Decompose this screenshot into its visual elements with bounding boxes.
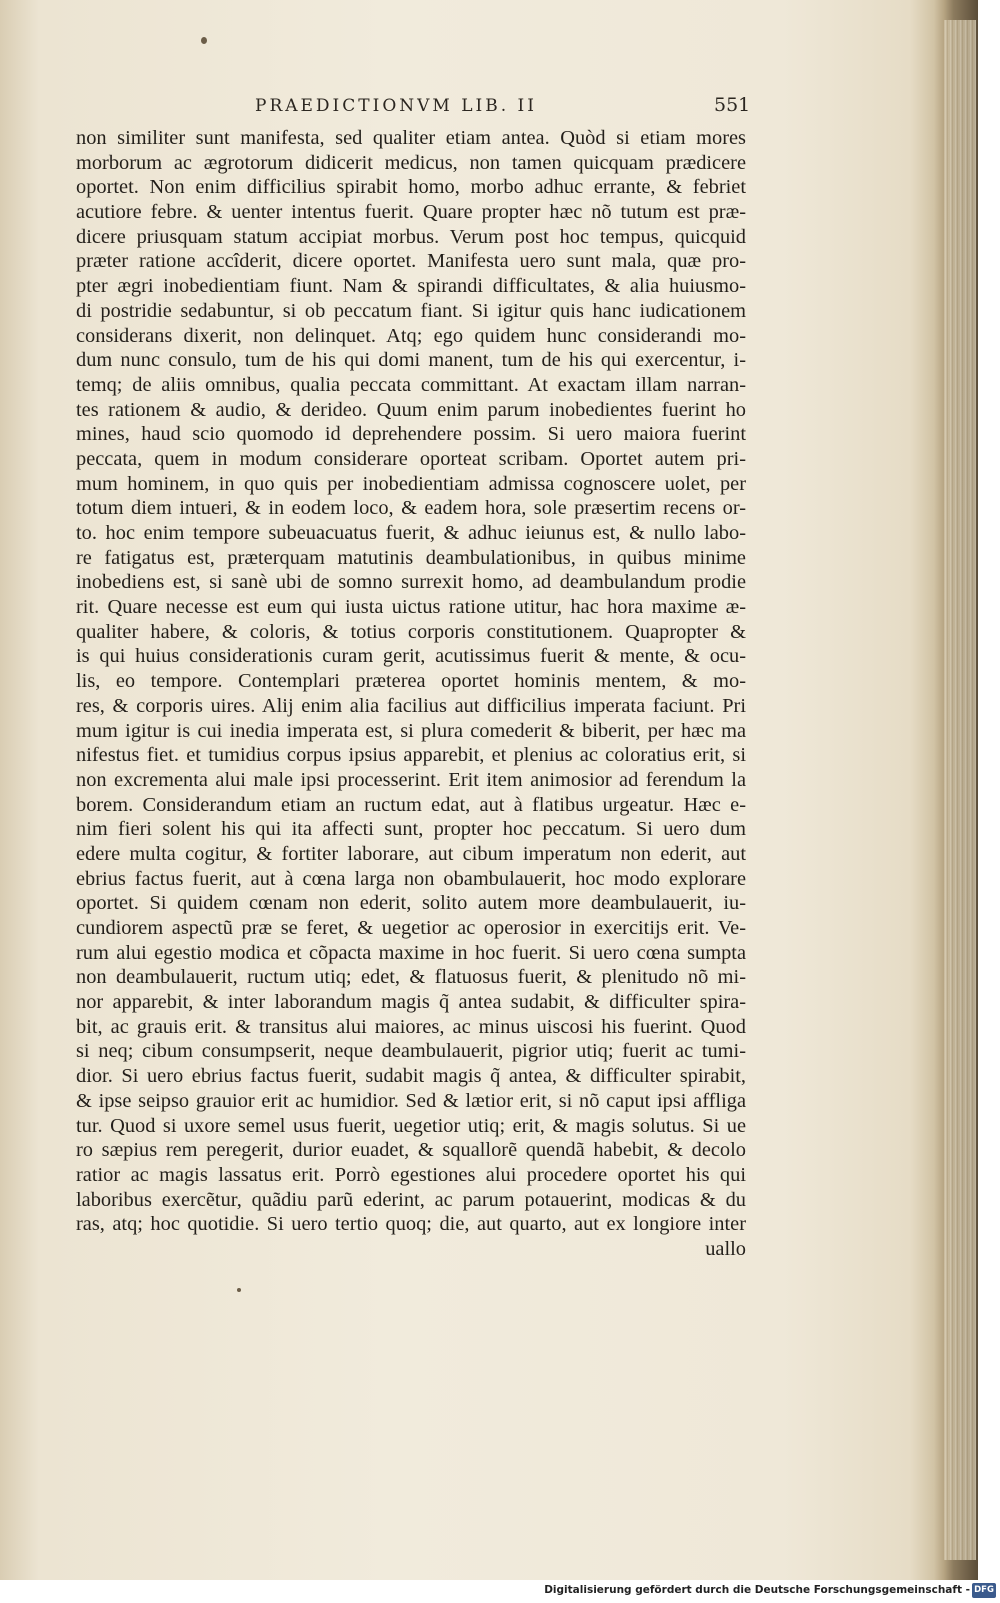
page-number: 551: [714, 94, 751, 116]
dfg-logo[interactable]: DFG: [972, 1583, 996, 1598]
text-line: mum hominem, in quo quis per inobedientiam admissa cognoscere uolet, per: [76, 472, 746, 495]
text-line: dum nunc consulo, tum de his qui domi manent, tum de his qui exercentur, i-: [76, 349, 746, 372]
text-line: inobediens est, si sanè ubi de somno surrexit homo, ad deambulandum prodie: [76, 571, 746, 594]
text-line: dior. Si uero ebrius factus fuerit, sudabit magis q̃ antea, & difficulter spirabit,: [76, 1065, 746, 1088]
text-line: totum diem intueri, & in eodem loco, & eadem hora, sole præsertim recens or-: [76, 497, 746, 520]
text-line: ebrius factus fuerit, aut à cœna larga non obambulauerit, hoc modo explorare: [76, 867, 746, 890]
text-line: ro sæpius rem peregerit, durior euadet, & squallorẽ quendã habebit, & decolo: [76, 1139, 746, 1162]
text-line: temq; de aliis omnibus, qualia peccata committant. At exactam illam narran-: [76, 373, 746, 396]
text-line: præter ratione accîderit, dicere oportet. Manifesta uero sunt mala, quæ pro-: [76, 250, 746, 273]
text-line: to. hoc enim tempore subeuacuatus fuerit, & adhuc ieiunus est, & nullo labo-: [76, 522, 746, 544]
text-line: nifestus fiet. et tumidius corpus ipsius apparebit, et plenius ac coloratius erit, si: [76, 744, 746, 767]
page-edge-shading: [944, 20, 976, 1560]
text-line: peccata, quem in modum considerare oporteat scribam. Oportet autem pri-: [76, 447, 746, 470]
text-line: edere multa cogitur, & fortiter laborare, aut cibum imperatum non ederit, aut: [76, 842, 746, 865]
text-line: ras, atq; hoc quotidie. Si uero tertio quoq; die, aut quarto, aut ex longiore inter: [76, 1213, 746, 1236]
text-line: pter ægri inobedientiam fiunt. Nam & spirandi difficultates, & alia huiusmo-: [76, 275, 746, 298]
text-line: rit. Quare necesse est eum qui iusta uictus ratione utitur, hac hora maxime æ-: [76, 596, 746, 619]
text-line: tes rationem & audio, & derideo. Quum enim parum inobedientes fuerint ho: [76, 398, 746, 421]
text-line: laboribus exercẽtur, quãdiu parũ ederint, ac parum potauerint, modicas & du: [76, 1188, 746, 1211]
ink-speck: [237, 1288, 241, 1292]
catchword: uallo: [705, 1237, 746, 1260]
text-line: lis, eo tempore. Contemplari præterea oportet hominis mentem, & mo-: [76, 670, 746, 693]
funding-credit: Digitalisierung gefördert durch die Deutsche Forschungsgemeinschaft -: [544, 1584, 970, 1596]
footer-bar: [0, 1580, 1000, 1603]
text-line: tur. Quod si uxore semel usus fuerit, uegetior utiq; erit, & magis solutus. Si ue: [76, 1114, 746, 1137]
text-line: rum alui egestio modica et cõpacta maxime in hoc fuerit. Si uero cœna sumpta: [76, 941, 746, 964]
text-line: res, & corporis uires. Alij enim alia facilius aut difficilius imperata faciunt. Pri: [76, 694, 746, 717]
text-line: oportet. Non enim difficilius spirabit homo, morbo adhuc errante, & febriet: [76, 176, 746, 199]
text-line: non deambulauerit, ructum utiq; edet, & flatuosus fuerit, & plenitudo nõ mi-: [76, 966, 746, 989]
text-line: morborum ac ægrotorum didicerit medicus, non tamen quicquam prædicere: [76, 151, 746, 174]
text-line: si neq; cibum consumpserit, neque deambulauerit, pigrior utiq; fuerit ac tumi-: [76, 1040, 746, 1063]
text-line: non similiter sunt manifesta, sed qualiter etiam antea. Quòd si etiam mores: [76, 127, 746, 149]
text-line: is qui huius considerationis curam gerit, acutissimus fuerit & mente, & ocu-: [76, 645, 746, 668]
text-line: non excrementa alui male ipsi processerint. Erit item animosior ad ferendum la: [76, 768, 746, 791]
text-line: mum igitur is cui inedia imperata est, si plura comederit & biberit, per hæc ma: [76, 719, 746, 742]
text-line: borem. Considerandum etiam an ructum edat, aut à flatibus urgeatur. Hæc e-: [76, 793, 746, 816]
text-block: [76, 126, 746, 1262]
text-line: oportet. Si quidem cœnam non ederit, solito autem more deambulauerit, iu-: [76, 892, 746, 915]
text-line: dicere priusquam statum accipiat morbus. Verum post hoc tempus, quicquid: [76, 225, 746, 248]
text-line: bit, ac grauis erit. & transitus alui maiores, ac minus uiscosi his fuerint. Quod: [76, 1015, 746, 1038]
text-line: & ipse seipso grauior erit ac humidior. Sed & lætior erit, si nõ caput ipsi affliga: [76, 1089, 746, 1112]
ink-speck: [201, 37, 207, 44]
text-line: nor apparebit, & inter laborandum magis q̃ antea sudabit, & difficulter spira-: [76, 991, 746, 1014]
text-line: cundiorem aspectũ præ se feret, & uegetior ac operosior in exercitijs erit. Ve-: [76, 917, 746, 939]
text-line: ratior ac magis lassatus erit. Porrò egestiones alui procedere oportet his qui: [76, 1163, 746, 1186]
text-line: qualiter habere, & coloris, & totius corporis constitutionem. Quapropter &: [76, 620, 746, 643]
text-line: considerans dixerit, non delinquet. Atq; ego quidem hunc considerandi mo-: [76, 324, 746, 347]
running-head: PRAEDICTIONVM LIB. II: [255, 96, 537, 116]
text-line: nim fieri solent his qui ita affecti sunt, propter hoc peccatum. Si uero dum: [76, 818, 746, 841]
text-line: mines, haud scio quomodo id deprehendere possim. Si uero maiora fuerint: [76, 423, 746, 446]
text-line: acutiore febre. & uenter intentus fuerit. Quare propter hæc nõ tutum est præ-: [76, 201, 746, 224]
text-line: re fatigatus est, præterquam matutinis deambulationibus, in quibus minime: [76, 546, 746, 569]
text-line: di postridie sedabuntur, si ob peccatum fiant. Si igitur quis hanc iudicationem: [76, 299, 746, 322]
